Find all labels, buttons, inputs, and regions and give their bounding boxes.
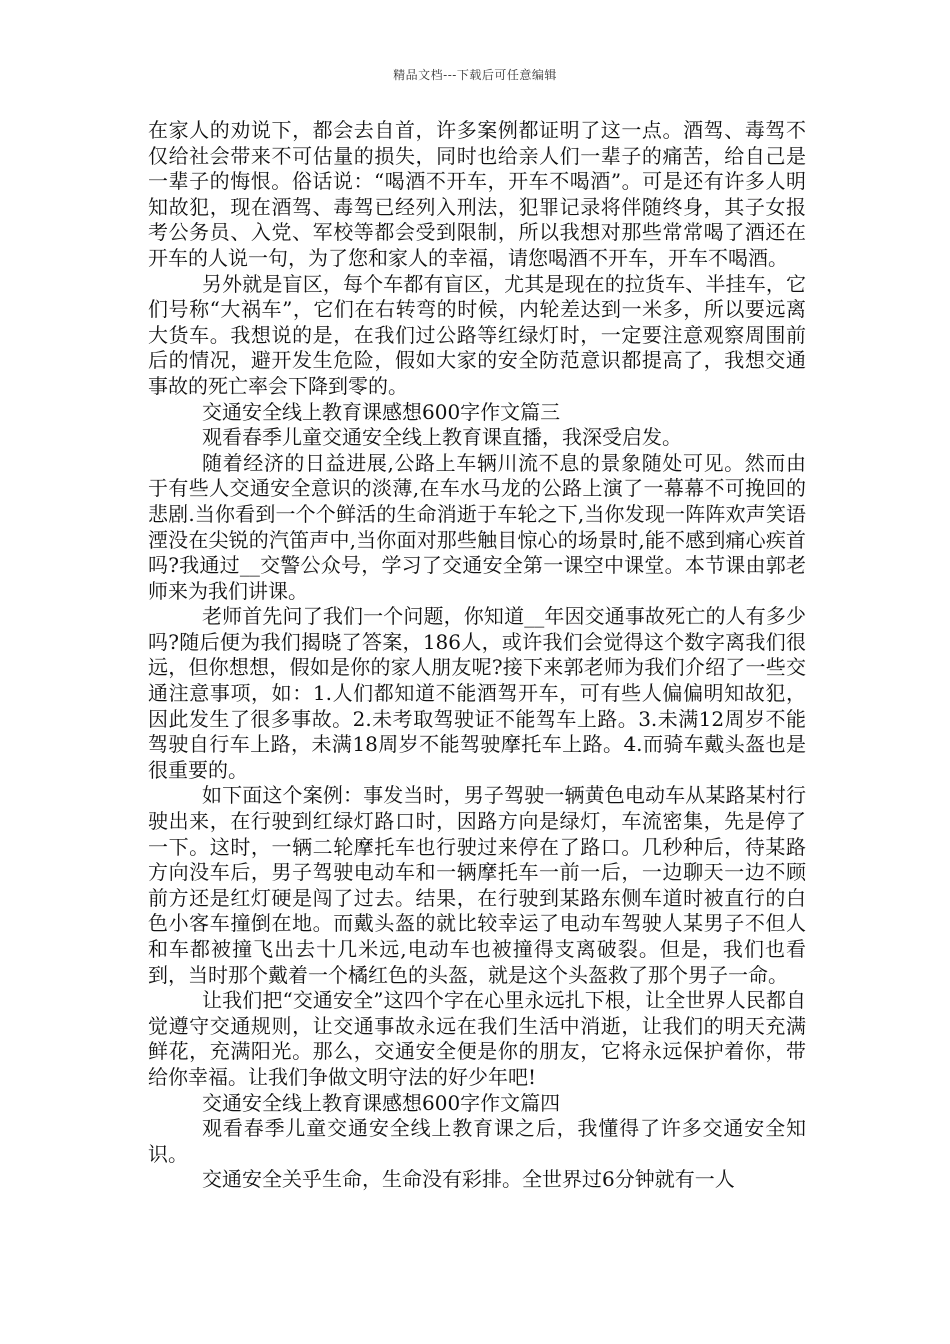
page-header: 精品文档---下载后可任意编辑 [393,68,557,82]
section-heading: 交通安全线上教育课感想600字作文篇四 [202,1090,561,1115]
paragraph: 让我们把“交通安全”这四个字在心里永远扎下根，让全世界人民都自觉遵守交通规则，让交通事故永远在我们生活中消逝，让我们的明天充满鲜花，充满阳光。那么，交通安全便是你的朋友，它将永远保护着你，带给你幸福。让我们争做文明守法的好少年吧! [148,988,806,1089]
paragraph: 另外就是盲区，每个车都有盲区，尤其是现在的拉货车、半挂车，它们号称“大祸车”，它们在右转弯的时候，内轮差达到一米多，所以要远离大货车。我想说的是，在我们过公路等红绿灯时，一定要注意观察周围前后的情况，避开发生危险，假如大家的安全防范意识都提高了，我想交通事故的死亡率会下降到零的。 [148,271,806,398]
document-body [148,118,806,1193]
paragraph: 随着经济的日益进展,公路上车辆川流不息的景象随处可见。然而由于有些人交通安全意识的淡薄,在车水马龙的公路上演了一幕幕不可挽回的悲剧.当你看到一个个鲜活的生命消逝于车轮之下,当你发现一阵阵欢声笑语湮没在尖锐的汽笛声中,当你面对那些触目惊心的场景时,能不感到痛心疾首吗?我通过__交警公众号，学习了交通安全第一课空中课堂。本节课由郭老师来为我们讲课。 [148,450,806,603]
paragraph: 观看春季儿童交通安全线上教育课之后，我懂得了许多交通安全知识。 [148,1116,806,1166]
section-heading: 交通安全线上教育课感想600字作文篇三 [202,399,561,424]
paragraph: 如下面这个案例：事发当时，男子驾驶一辆黄色电动车从某路某村行驶出来，在行驶到红绿灯路口时，因路方向是绿灯，车流密集，先是停了一下。这时，一辆二轮摩托车也行驶过来停在了路口。几秒种后，待某路方向没车后，男子驾驶电动车和一辆摩托车一前一后，一边聊天一边不顾前方还是红灯硬是闯了过去。结果，在行驶到某路东侧车道时被直行的白色小客车撞倒在地。而戴头盔的就比较幸运了电动车驾驶人某男子不但人和车都被撞飞出去十几米远,电动车也被撞得支离破裂。但是，我们也看到，当时那个戴着一个橘红色的头盔，就是这个头盔救了那个男子一命。 [148,783,806,987]
paragraph: 在家人的劝说下，都会去自首，许多案例都证明了这一点。酒驾、毒驾不仅给社会带来不可估量的损失，同时也给亲人们一辈子的痛苦，给自己是一辈子的悔恨。俗话说：“喝酒不开车，开车不喝酒”。可是还有许多人明知故犯，现在酒驾、毒驾已经列入刑法，犯罪记录将伴随终身，其子女报考公务员、入党、军校等都会受到限制，所以我想对那些常常喝了酒还在开车的人说一句，为了您和家人的幸福，请您喝酒不开车，开车不喝酒。 [148,118,806,270]
paragraph: 观看春季儿童交通安全线上教育课直播，我深受启发。 [202,425,682,450]
paragraph: 老师首先问了我们一个问题，你知道__年因交通事故死亡的人有多少吗?随后便为我们揭晓了答案，186人，或许我们会觉得这个数字离我们很远，但你想想，假如是你的家人朋友呢?接下来郭老师为我们介绍了一些交通注意事项，如：1.人们都知道不能酒驾开车，可有些人偏偏明知故犯，因此发生了很多事故。2.未考取驾驶证不能驾车上路。3.未满12周岁不能驾驶自行车上路，未满18周岁不能驾驶摩托车上路。4.而骑车戴头盔也是很重要的。 [148,604,806,782]
paragraph: 交通安全关乎生命，生命没有彩排。全世界过6分钟就有一人 [202,1167,735,1192]
